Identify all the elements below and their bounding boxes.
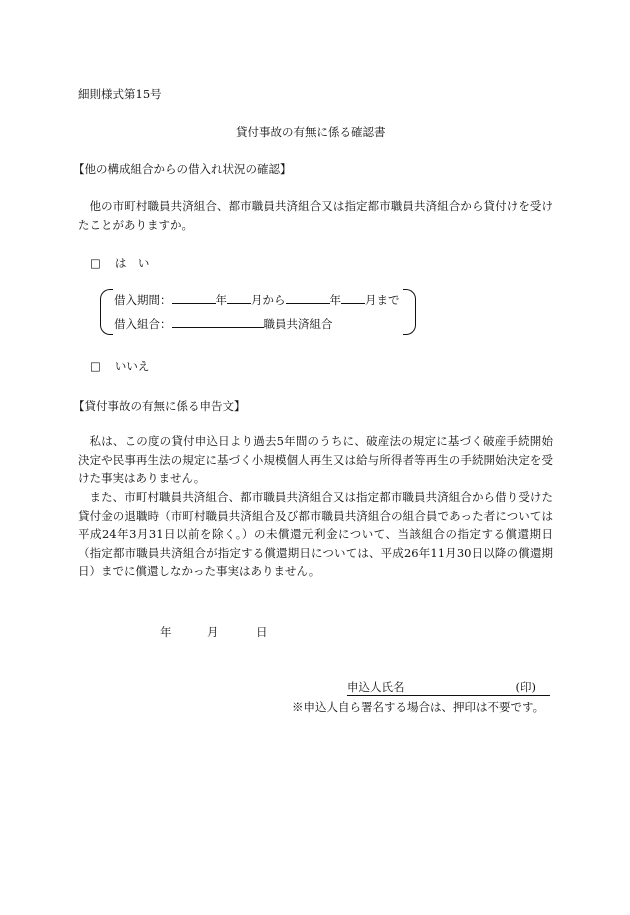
union-suffix: 職員共済組合	[263, 317, 333, 331]
date-year-label: 年	[160, 625, 172, 639]
no-option[interactable]	[90, 358, 149, 374]
borrowing-union-line	[114, 316, 333, 332]
no-label: いいえ	[114, 359, 150, 373]
year-unit-1: 年	[215, 293, 227, 307]
period-label: 借入期間：	[114, 293, 172, 307]
month-from-unit: 月から	[251, 293, 286, 307]
union-name-field[interactable]	[172, 316, 264, 328]
left-brace	[100, 289, 113, 335]
date-month-label: 月	[207, 625, 219, 639]
section-heading-declaration: 【貸付事故の有無に係る申告文】	[73, 399, 246, 413]
period-start-year-field[interactable]	[172, 292, 216, 304]
signature-line[interactable]	[347, 679, 550, 696]
declaration-paragraph-2: また、市町村職員共済組合、都市職員共済組合又は指定都市職員共済組合から借り受けた貸付金の退職時（市町村職員共済組合及び都市職員共済組合の組合員であった者については平成24年3月31日以前を除く。）の未償還元利金について、当該組合の指定する償還期日（指定都市職員共済組合が指定する償還期日については、平成26年11月30日以降の償還期日）までに償還しなかった事実はありません。	[78, 490, 553, 578]
seal-mark: (印)	[515, 680, 536, 694]
period-start-month-field[interactable]	[227, 292, 251, 304]
borrowing-period-line	[114, 292, 400, 308]
no-checkbox[interactable]: □	[90, 359, 101, 373]
yes-label: は い	[114, 256, 150, 270]
month-until-unit: 月まで	[365, 293, 400, 307]
borrowing-question: 他の市町村職員共済組合、都市職員共済組合又は指定都市職員共済組合から貸付けを受けたことがありますか。	[78, 199, 553, 232]
signature-note: ※申込人自ら署名する場合は、押印は不要です。	[292, 700, 545, 714]
section-heading-borrowing-status: 【他の構成組合からの借入れ状況の確認】	[73, 162, 292, 176]
declaration-paragraph-1: 私は、この度の貸付申込日より過去5年間のうちに、破産法の規定に基づく破産手続開始決定や民事再生法の規定に基づく小規模個人再生又は給与所得者等再生の手続開始決定を受けた事実はありません。	[78, 434, 553, 485]
page-title: 貸付事故の有無に係る確認書	[236, 125, 386, 139]
year-unit-2: 年	[329, 293, 341, 307]
signature-label: 申込人氏名	[347, 680, 405, 694]
date-day-label: 日	[256, 625, 268, 639]
period-end-year-field[interactable]	[286, 292, 330, 304]
form-number: 細則様式第15号	[78, 87, 162, 101]
yes-option[interactable]	[90, 255, 149, 271]
period-end-month-field[interactable]	[341, 292, 365, 304]
right-brace	[403, 289, 416, 335]
union-label: 借入組合：	[114, 317, 172, 331]
yes-checkbox[interactable]: □	[90, 256, 101, 270]
